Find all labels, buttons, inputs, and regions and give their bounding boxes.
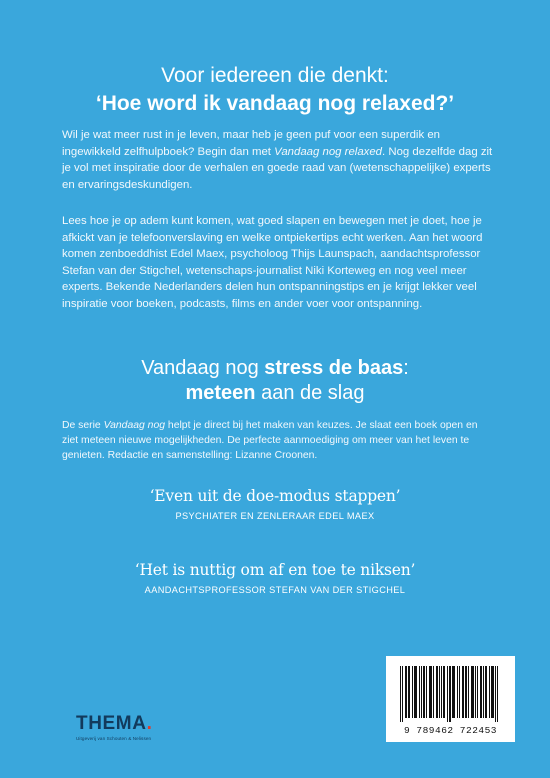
series-title: Vandaag nog	[103, 420, 166, 431]
quote-2-text: ‘Het is nuttig om af en toe te niksen’	[134, 561, 416, 579]
barcode-bar	[495, 666, 496, 722]
barcode-number: 9 789462 722453	[403, 725, 497, 736]
barcode-bar	[443, 666, 444, 718]
barcode-bar	[408, 666, 409, 718]
barcode-bar	[412, 666, 413, 718]
barcode-bar	[489, 666, 490, 718]
barcode-bar	[477, 666, 478, 718]
heading-part-5: aan de slag	[255, 382, 365, 404]
hero-heading	[0, 62, 550, 118]
publisher-logo	[76, 713, 152, 741]
barcode-bar	[433, 666, 434, 718]
logo-dot: .	[146, 713, 153, 734]
barcode-bar	[466, 666, 467, 718]
barcode-bar	[463, 666, 464, 718]
barcode-bar	[486, 666, 487, 718]
barcode-bar	[481, 666, 482, 718]
barcode-bar	[468, 666, 469, 718]
barcode-bar	[419, 666, 420, 718]
book-title: Vandaag nog relaxed	[274, 145, 383, 158]
barcode-bar	[426, 666, 427, 718]
barcode-bar	[457, 666, 458, 718]
quote-2	[0, 560, 550, 595]
barcode-bar	[400, 666, 401, 722]
logo-word: THEMA	[76, 713, 147, 734]
barcode-bar	[441, 666, 442, 718]
heading-part-2: stress de baas	[264, 357, 404, 379]
heading-part-1: Vandaag nog	[141, 357, 265, 379]
barcode-bar	[473, 666, 474, 718]
barcode-bar	[492, 666, 493, 718]
barcode-bar	[423, 666, 424, 718]
barcode-bar	[493, 666, 494, 718]
hero-line-2: ‘Hoe word ik vandaag nog relaxed?’	[95, 92, 455, 115]
barcode-bar	[416, 666, 417, 718]
series-text-a: De serie	[62, 420, 104, 431]
barcode-bar	[430, 666, 431, 718]
section-heading	[0, 356, 550, 406]
barcode-bar	[447, 666, 448, 722]
barcode-bar	[465, 666, 466, 718]
barcode-bars	[400, 666, 501, 722]
barcode-bar	[414, 666, 415, 718]
heading-part-3: :	[403, 357, 409, 379]
barcode-bar	[454, 666, 455, 718]
barcode-bar	[429, 666, 430, 718]
barcode-bar	[444, 666, 445, 718]
content-paragraph: Lees hoe je op adem kunt komen, wat goed slapen en bewegen met je doet, hoe je afkickt van je telefoonverslaving en welke ontpiekertips echt werken. Aan het woord komen zenboeddhist Edel Maex, psycholoog Thijs Launspach, aandachtsprofessor Stefan van der Stigchel, wetenschaps-journalist Niki Korteweg en nog veel meer experts. Bekende Nederlanders delen hun ontspanningstips en je krijgt lekker veel inspiratie voor boeken, podcasts, films en ander voer voor ontspanning.	[62, 215, 483, 310]
logo-tagline: Uitgeverij van Schouten & Nelissen	[76, 736, 152, 741]
barcode-bar	[471, 666, 472, 718]
barcode-bar	[424, 666, 425, 718]
intro-text-b: . Nog dezelfde dag zit je vol met inspiratie door de verhalen en goede raad van (wetenschappelijke) experts en ervaringsdeskundigen.	[62, 145, 493, 191]
barcode-bar	[472, 666, 473, 718]
barcode-bar	[485, 666, 486, 718]
intro-text-a: Wil je wat meer rust in je leven, maar heb je geen puf voor een superdik en ingewikkeld zelfhulpboek? Begin dan met	[62, 129, 440, 158]
barcode-bar	[497, 666, 498, 722]
barcode-bar	[431, 666, 432, 718]
barcode-bar	[452, 666, 453, 718]
barcode-bar	[421, 666, 422, 718]
barcode-bar	[459, 666, 460, 718]
barcode-bar	[449, 666, 450, 722]
barcode	[386, 656, 515, 742]
barcode-bar	[437, 666, 438, 718]
barcode-bar	[439, 666, 440, 718]
heading-part-4: meteen	[185, 382, 256, 404]
series-text-b: helpt je direct bij het maken van keuzes. Je slaat een boek open en ziet meteen nieuwe mogelijkheden. De perfecte aanmoediging om meer van het leven te genieten. Redactie en samenstelling: Lizanne Croonen.	[62, 420, 478, 461]
barcode-bar	[480, 666, 481, 718]
barcode-bar	[436, 666, 437, 718]
quote-1-text: ‘Even uit de doe-modus stappen’	[149, 487, 401, 505]
barcode-bar	[409, 666, 410, 718]
barcode-bar	[475, 666, 476, 718]
intro-paragraph	[62, 127, 494, 193]
quote-2-attribution: AANDACHTSPROFESSOR STEFAN VAN DER STIGCHEL	[144, 585, 406, 595]
barcode-bar	[462, 666, 463, 718]
hero-line-1: Voor iedereen die denkt:	[161, 64, 389, 87]
barcode-bar	[402, 666, 403, 722]
quote-1-attribution: PSYCHIATER EN ZENLERAAR EDEL MAEX	[175, 511, 375, 521]
series-paragraph	[62, 418, 494, 463]
barcode-bar	[483, 666, 484, 718]
quote-1	[0, 486, 550, 521]
barcode-bar	[415, 666, 416, 718]
barcode-bar	[491, 666, 492, 718]
barcode-bar	[450, 666, 451, 722]
barcode-bar	[406, 666, 407, 718]
barcode-bar	[405, 666, 406, 718]
barcode-bar	[453, 666, 454, 718]
